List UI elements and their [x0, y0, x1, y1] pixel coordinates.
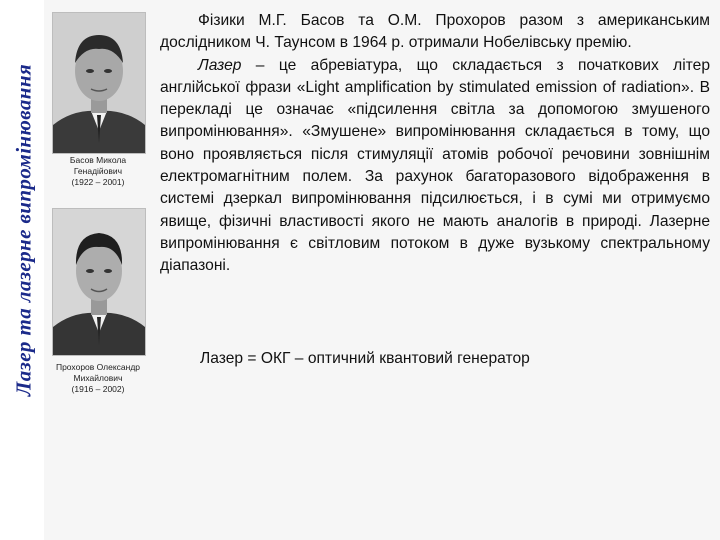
portrait-prokhorov-image — [53, 209, 145, 355]
side-bar — [0, 0, 44, 540]
formula-text: Лазер = ОКГ – оптичний квантовий генератор — [200, 350, 530, 367]
caption-line: (1922 – 2001) — [71, 177, 125, 187]
paragraph-nobel: Фізики М.Г. Басов та О.М. Прохоров разом з американським дослідником Ч. Таунсом в 1964 р. отримали Нобелівську премію. — [160, 12, 710, 52]
caption-basov — [44, 155, 152, 188]
laser-definition-text: – це абревіатура, що складається з початкових літер англійської фрази «Light amplification by stimulated emission of radiation». В перекладі це означає «підсилення світла за допомогою змушеного випромінювання». «Змушене» випромінювання складається в тому, що воно проявляється після стимуляції атомів робочої речовини зовнішнім електромагнітним полем. За рахунок багаторазового відображення в системі дзеркал випромінювання підсилюється, і в сумі ми отримуємо явище, фізичні властивості якого не мають аналогів в природі. Лазерне випромінювання є світловим потоком в дуже вузькому спектральному діапазоні. — [160, 56, 710, 275]
caption-line: Басов Микола — [69, 155, 127, 165]
portrait-prokhorov — [52, 208, 146, 356]
caption-line: (1916 – 2002) — [71, 384, 125, 394]
side-title: Лазер та лазерне випромінювання — [11, 63, 36, 397]
caption-line: Прохоров Олександр — [55, 362, 141, 372]
caption-line: Михайлович — [73, 373, 123, 383]
laser-term: Лазер — [198, 56, 242, 74]
portrait-basov-image — [53, 13, 145, 153]
caption-prokhorov — [44, 362, 152, 395]
caption-line: Генадійович — [73, 166, 123, 176]
portrait-basov — [52, 12, 146, 154]
paragraph-laser-definition — [160, 55, 710, 278]
main-text — [160, 10, 710, 278]
